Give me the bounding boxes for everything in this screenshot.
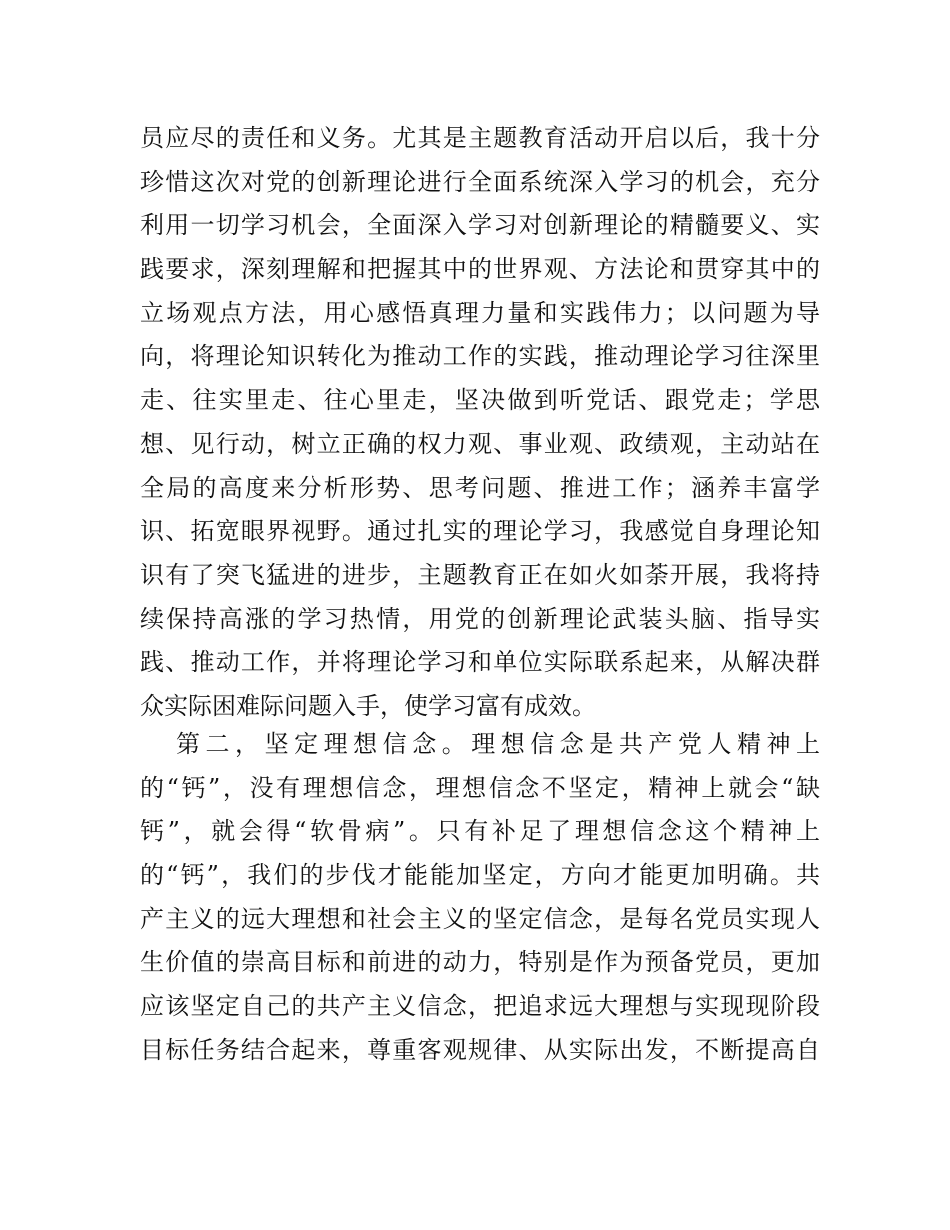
text-line: 立场观点方法，用心感悟真理力量和实践伟力；以问题为导	[140, 298, 820, 327]
text-line: 的“钙”，我们的步伐才能能加坚定，方向才能更加明确。共	[140, 861, 820, 890]
text-line: 钙”，就会得“软骨病”。只有补足了理想信念这个精神上	[140, 817, 820, 846]
text-line: 续保持高涨的学习热情，用党的创新理论武装头脑、指导实	[140, 604, 820, 633]
paragraph-1	[140, 117, 820, 729]
text-line: 的“钙”，没有理想信念，理想信念不坚定，精神上就会“缺	[140, 773, 820, 802]
text-line: 员应尽的责任和义务。尤其是主题教育活动开启以后，我十分	[140, 124, 820, 152]
text-line: 践、推动工作，并将理论学习和单位实际联系起来，从解决群	[140, 648, 820, 677]
text-line: 践要求，深刻理解和把握其中的世界观、方法论和贯穿其中的	[140, 255, 820, 284]
text-line: 识、拓宽眼界视野。通过扎实的理论学习，我感觉自身理论知	[140, 517, 820, 546]
text-line: 向，将理论知识转化为推动工作的实践，推动理论学习往深里	[140, 342, 820, 371]
text-line: 产主义的远大理想和社会主义的坚定信念，是每名党员实现人	[140, 904, 820, 933]
text-line-indented: 第二，坚定理想信念。理想信念是共产党人精神上	[176, 730, 820, 758]
paragraph-2	[140, 723, 820, 1073]
text-line: 生价值的崇高目标和前进的动力，特别是作为预备党员，更加	[140, 948, 820, 977]
text-line: 珍惜这次对党的创新理论进行全面系统深入学习的机会，充分	[140, 167, 820, 196]
text-line: 应该坚定自己的共产主义信念，把追求远大理想与实现现阶段	[140, 992, 820, 1021]
text-line: 利用一切学习机会，全面深入学习对创新理论的精髓要义、实	[140, 211, 820, 240]
text-line: 目标任务结合起来，尊重客观规律、从实际出发，不断提高自	[140, 1035, 820, 1064]
text-line: 想、见行动，树立正确的权力观、事业观、政绩观，主动站在	[140, 429, 820, 458]
text-line: 全局的高度来分析形势、思考问题、推进工作；涵养丰富学	[140, 473, 820, 502]
text-line: 识有了突飞猛进的进步，主题教育正在如火如荼开展，我将持	[140, 560, 820, 589]
text-line-last: 众实际困难际问题入手，使学习富有成效。	[140, 691, 596, 720]
text-line: 走、往实里走、往心里走，坚决做到听党话、跟党走；学思	[140, 386, 820, 415]
